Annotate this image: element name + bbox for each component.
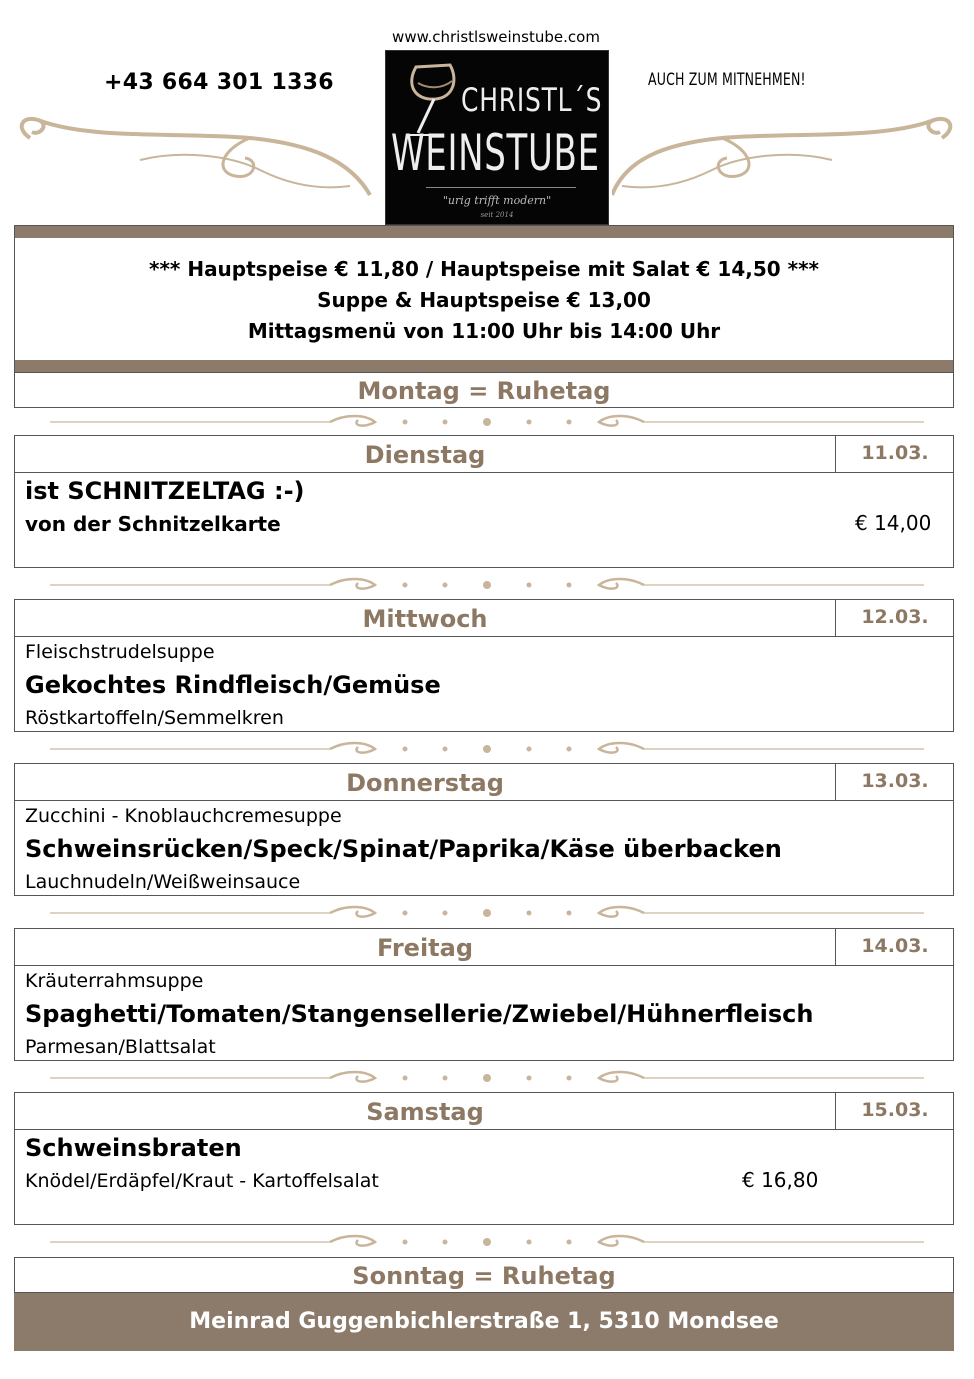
day-block-wednesday — [14, 599, 954, 732]
friday-soup: Kräuterrahmsuppe — [25, 970, 204, 992]
day-name-tuesday: Dienstag — [15, 436, 835, 473]
banner-line-prices: *** Hauptspeise € 11,80 / Hauptspeise mit Salat € 14,50 *** — [148, 257, 820, 281]
swirl-ornament-right-icon — [612, 110, 962, 200]
sunday-closed: Sonntag = Ruhetag — [14, 1257, 954, 1293]
footer-address: Meinrad Guggenbichlerstraße 1, 5310 Mondsee — [14, 1293, 954, 1351]
website-url[interactable]: www.christlsweinstube.com — [392, 28, 600, 46]
divider-ornament-icon — [40, 575, 934, 595]
tuesday-price: € 14,00 — [855, 511, 932, 535]
friday-side: Parmesan/Blattsalat — [25, 1036, 216, 1058]
logo-text-christls: CHRISTL´S — [461, 81, 603, 119]
banner-top-bar — [15, 226, 953, 238]
day-block-friday — [14, 928, 954, 1061]
banner-bottom-bar — [15, 360, 953, 372]
thursday-side: Lauchnudeln/Weißweinsauce — [25, 871, 301, 893]
day-name-saturday: Samstag — [15, 1093, 835, 1130]
price-banner — [14, 225, 954, 373]
logo-tagline: "urig trifft modern" — [442, 194, 552, 207]
day-block-saturday — [14, 1092, 954, 1225]
monday-closed: Montag = Ruhetag — [14, 372, 954, 408]
phone-number[interactable]: +43 664 301 1336 — [104, 70, 334, 95]
day-name-thursday: Donnerstag — [15, 764, 835, 801]
thursday-soup: Zucchini - Knoblauchcremesuppe — [25, 805, 342, 827]
day-date-tuesday: 11.03. — [835, 436, 954, 473]
day-date-thursday: 13.03. — [835, 764, 954, 801]
logo-text-weinstube: WEINSTUBE — [391, 124, 600, 182]
banner-line-hours: Mittagsmenü von 11:00 Uhr bis 14:00 Uhr — [247, 319, 721, 343]
day-date-friday: 14.03. — [835, 929, 954, 966]
divider-ornament-icon — [40, 739, 934, 759]
swirl-ornament-left-icon — [10, 110, 382, 200]
banner-line-soup-main: Suppe & Hauptspeise € 13,00 — [317, 288, 651, 312]
day-date-saturday: 15.03. — [835, 1093, 954, 1130]
saturday-main: Schweinsbraten — [25, 1134, 242, 1162]
day-name-wednesday: Mittwoch — [15, 600, 835, 637]
divider-ornament-icon — [40, 903, 934, 923]
friday-main: Spaghetti/Tomaten/Stangensellerie/Zwiebel/Hühnerfleisch — [25, 1000, 814, 1028]
wednesday-soup: Fleischstrudelsuppe — [25, 641, 215, 663]
restaurant-logo — [385, 50, 609, 225]
takeaway-note: AUCH ZUM MITNEHMEN! — [648, 70, 806, 90]
day-block-thursday — [14, 763, 954, 896]
wednesday-side: Röstkartoffeln/Semmelkren — [25, 707, 284, 729]
tuesday-note: von der Schnitzelkarte — [25, 512, 281, 536]
thursday-main: Schweinsrücken/Speck/Spinat/Paprika/Käse überbacken — [25, 835, 782, 863]
tuesday-dish: ist SCHNITZELTAG :-) — [25, 477, 305, 505]
day-block-tuesday — [14, 435, 954, 568]
day-date-wednesday: 12.03. — [835, 600, 954, 637]
day-name-friday: Freitag — [15, 929, 835, 966]
logo-since: seit 2014 — [480, 211, 514, 219]
divider-ornament-icon — [40, 1232, 934, 1252]
divider-ornament-icon — [40, 412, 934, 432]
saturday-side: Knödel/Erdäpfel/Kraut - Kartoffelsalat — [25, 1170, 379, 1192]
divider-ornament-icon — [40, 1068, 934, 1088]
wednesday-main: Gekochtes Rindfleisch/Gemüse — [25, 671, 441, 699]
saturday-price: € 16,80 — [742, 1168, 819, 1192]
